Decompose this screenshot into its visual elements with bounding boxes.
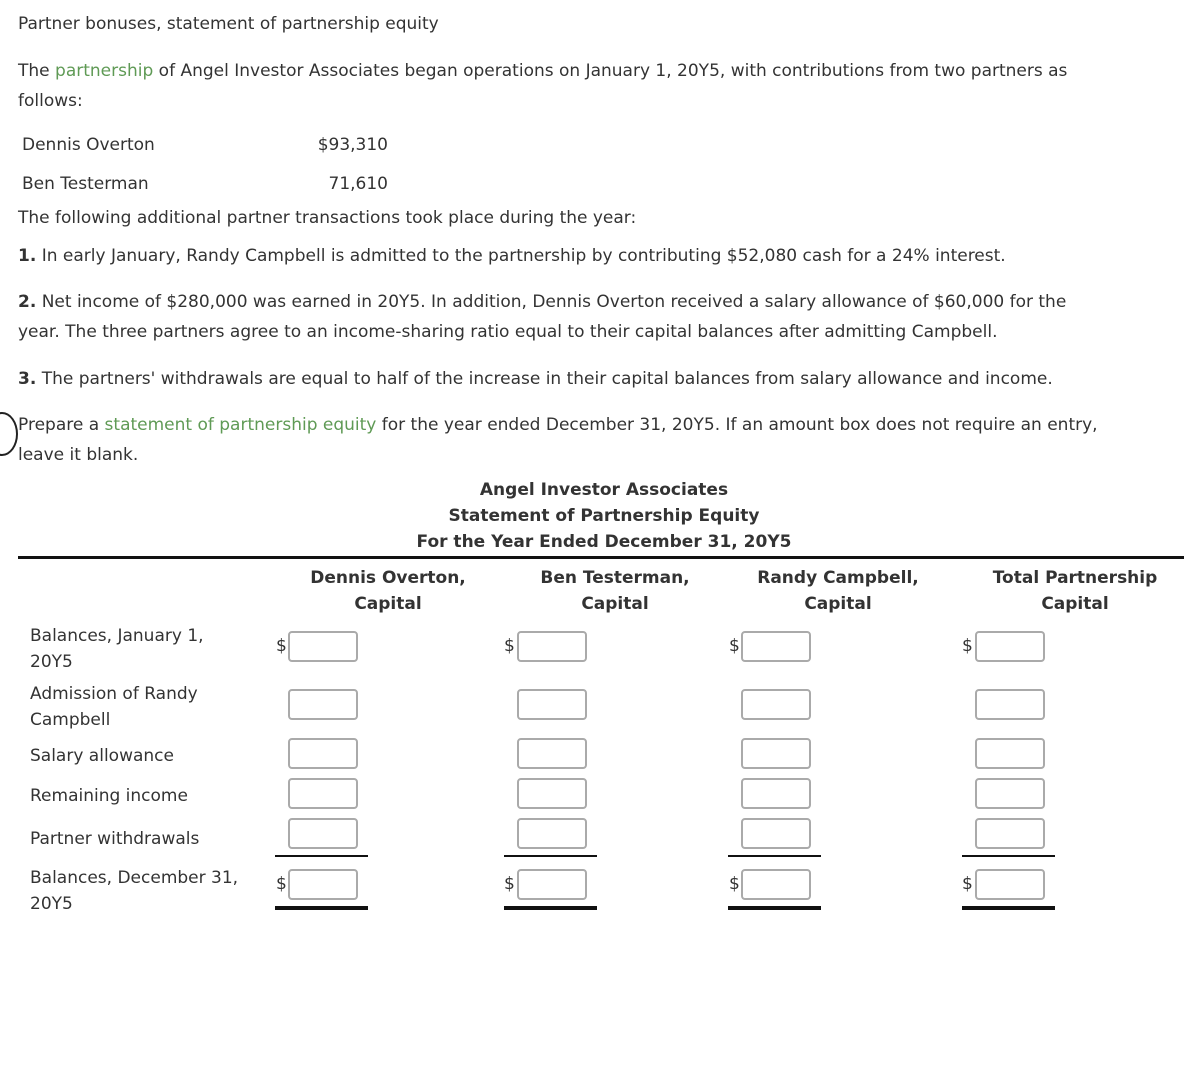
item-1-text: In early January, Randy Campbell is admitted to the partnership by contributing $52,080 cash for a 24% interest. — [41, 246, 1006, 266]
row-label-remaining-income: Remaining income — [30, 786, 188, 806]
column-header-randy — [733, 565, 943, 617]
contribution-amount-1: $93,310 — [317, 135, 388, 155]
total-double-rule — [728, 906, 821, 910]
subtotal-rule — [728, 855, 821, 857]
row-label-admission-line2: Campbell — [30, 710, 111, 730]
item-2 — [18, 287, 1066, 317]
total-admission-input[interactable] — [975, 689, 1045, 720]
subtotal-rule — [962, 855, 1055, 857]
column-header-randy-line1: Randy Campbell, — [757, 568, 919, 588]
total-balance-dec-input[interactable] — [975, 869, 1045, 900]
item-2-line2: year. The three partners agree to an income-sharing ratio equal to their capital balances after admitting Campbell. — [18, 322, 998, 342]
ben-balance-dec-input[interactable] — [517, 869, 587, 900]
total-salary-input[interactable] — [975, 738, 1045, 769]
randy-withdrawals-input[interactable] — [741, 818, 811, 849]
total-double-rule — [504, 906, 597, 910]
row-label-balances-dec-line2: 20Y5 — [30, 894, 73, 914]
row-label-balances-jan-line2: 20Y5 — [30, 652, 73, 672]
randy-remaining-income-input[interactable] — [741, 778, 811, 809]
item-2-number: 2. — [18, 292, 37, 312]
total-balance-jan-input[interactable] — [975, 631, 1045, 662]
item-1 — [18, 241, 1006, 271]
total-double-rule — [962, 906, 1055, 910]
dennis-admission-input[interactable] — [288, 689, 358, 720]
dollar-sign: $ — [962, 874, 973, 894]
statement-company: Angel Investor Associates — [479, 480, 729, 500]
randy-admission-input[interactable] — [741, 689, 811, 720]
dennis-withdrawals-input[interactable] — [288, 818, 358, 849]
column-header-ben-line1: Ben Testerman, — [540, 568, 690, 588]
column-header-total — [970, 565, 1180, 617]
instructions-line2: leave it blank. — [18, 445, 139, 465]
ben-admission-input[interactable] — [517, 689, 587, 720]
dollar-sign: $ — [962, 636, 973, 656]
row-label-salary: Salary allowance — [30, 746, 174, 766]
row-label-balances-jan-line1: Balances, January 1, — [30, 626, 204, 646]
ben-salary-input[interactable] — [517, 738, 587, 769]
dennis-balance-jan-input[interactable] — [288, 631, 358, 662]
column-header-total-line2: Capital — [1041, 594, 1109, 614]
partnership-link[interactable]: partnership — [55, 61, 154, 81]
column-header-ben — [510, 565, 720, 617]
row-label-withdrawals: Partner withdrawals — [30, 829, 200, 849]
row-label-balances-dec — [30, 865, 238, 917]
column-header-randy-line2: Capital — [804, 594, 872, 614]
dollar-sign: $ — [504, 636, 515, 656]
randy-salary-input[interactable] — [741, 738, 811, 769]
subtotal-rule — [275, 855, 368, 857]
dollar-sign: $ — [276, 636, 287, 656]
total-withdrawals-input[interactable] — [975, 818, 1045, 849]
item-2-text: Net income of $280,000 was earned in 20Y5. In addition, Dennis Overton received a salary allowance of $60,000 for the — [41, 292, 1067, 312]
intro-line2: follows: — [18, 91, 83, 111]
instructions-text-after: for the year ended December 31, 20Y5. If an amount box does not require an entry, — [376, 415, 1098, 435]
subtotal-rule — [504, 855, 597, 857]
item-1-number: 1. — [18, 246, 37, 266]
header-rule — [18, 556, 1184, 559]
instructions-paragraph — [18, 410, 1098, 440]
intro-paragraph — [18, 56, 1067, 86]
instructions-text-before: Prepare a — [18, 415, 105, 435]
row-label-balances-dec-line1: Balances, December 31, — [30, 868, 239, 888]
item-3-text: The partners' withdrawals are equal to half of the increase in their capital balances from salary allowance and income. — [41, 369, 1053, 389]
dennis-salary-input[interactable] — [288, 738, 358, 769]
total-double-rule — [275, 906, 368, 910]
additional-transactions-intro: The following additional partner transactions took place during the year: — [18, 208, 637, 228]
randy-balance-jan-input[interactable] — [741, 631, 811, 662]
row-label-balances-jan — [30, 623, 204, 675]
dollar-sign: $ — [276, 874, 287, 894]
statement-link[interactable]: statement of partnership equity — [104, 415, 377, 435]
ben-remaining-income-input[interactable] — [517, 778, 587, 809]
column-header-dennis — [283, 565, 493, 617]
intro-text-before: The — [18, 61, 56, 81]
page-title: Partner bonuses, statement of partnership equity — [18, 14, 439, 34]
intro-text-after: of Angel Investor Associates began operations on January 1, 20Y5, with contributions from two partners as — [153, 61, 1068, 81]
item-3 — [18, 364, 1053, 394]
ben-withdrawals-input[interactable] — [517, 818, 587, 849]
dennis-balance-dec-input[interactable] — [288, 869, 358, 900]
dollar-sign: $ — [504, 874, 515, 894]
column-header-total-line1: Total Partnership — [992, 568, 1158, 588]
item-3-number: 3. — [18, 369, 37, 389]
row-label-admission — [30, 681, 198, 733]
column-header-ben-line2: Capital — [581, 594, 649, 614]
column-header-dennis-line1: Dennis Overton, — [310, 568, 466, 588]
contribution-amount-2: 71,610 — [328, 174, 388, 194]
side-marker — [0, 412, 18, 456]
contribution-name-1: Dennis Overton — [22, 135, 155, 155]
contribution-name-2: Ben Testerman — [22, 174, 149, 194]
dollar-sign: $ — [729, 874, 740, 894]
column-header-dennis-line2: Capital — [354, 594, 422, 614]
statement-name: Statement of Partnership Equity — [448, 506, 760, 526]
row-label-admission-line1: Admission of Randy — [30, 684, 198, 704]
randy-balance-dec-input[interactable] — [741, 869, 811, 900]
statement-period: For the Year Ended December 31, 20Y5 — [416, 532, 792, 552]
ben-balance-jan-input[interactable] — [517, 631, 587, 662]
total-remaining-income-input[interactable] — [975, 778, 1045, 809]
dollar-sign: $ — [729, 636, 740, 656]
dennis-remaining-income-input[interactable] — [288, 778, 358, 809]
